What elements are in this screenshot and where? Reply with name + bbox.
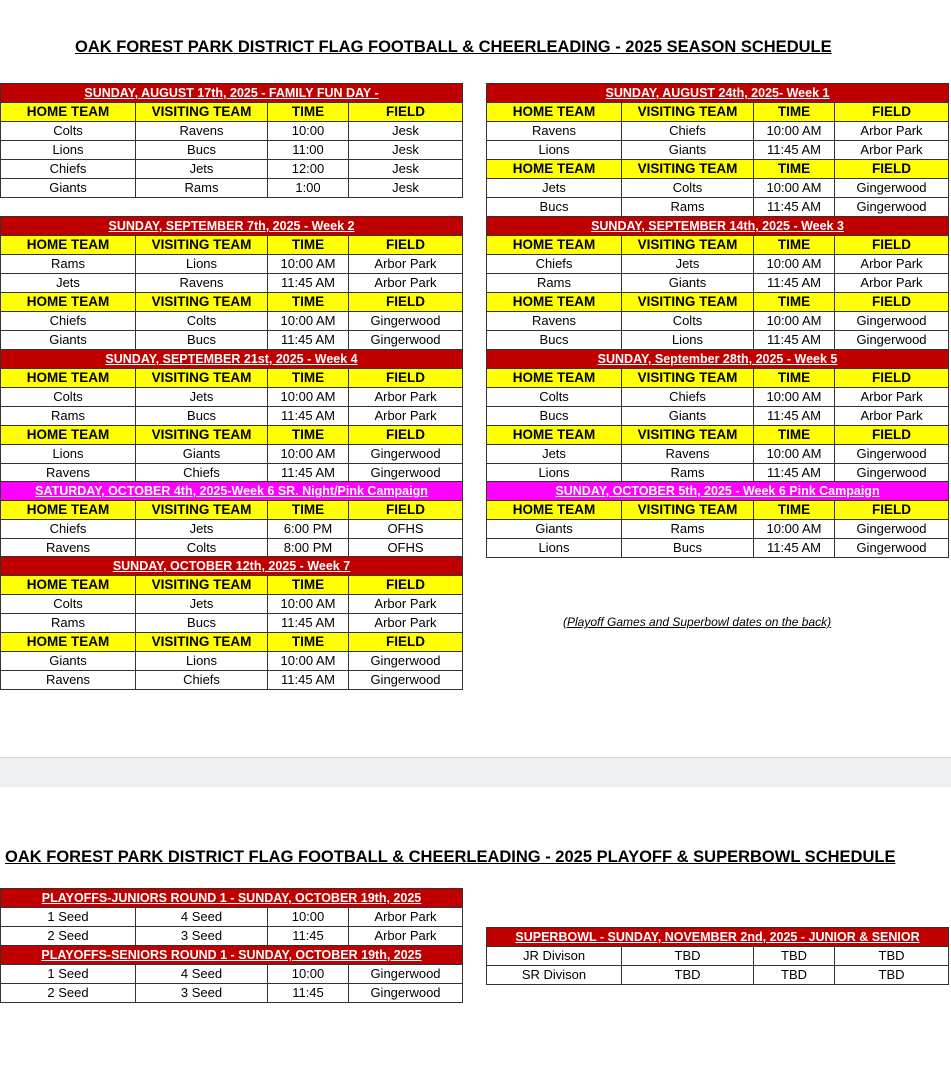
col-home: HOME TEAM [1,501,136,520]
game-row [1,464,463,483]
home-team: Giants [487,520,622,539]
visiting-team: Bucs [136,407,268,426]
game-row [1,141,463,160]
game-field: Gingerwood [835,520,949,539]
game-field: Arbor Park [349,908,463,927]
week-table-sep-21 [0,349,463,483]
game-time: 11:45 AM [268,464,349,483]
superbowl-table [486,927,949,985]
game-row [1,652,463,671]
visiting-team: Jets [136,160,268,179]
col-field: FIELD [349,633,463,652]
game-time: 11:45 AM [268,407,349,426]
game-row [1,671,463,690]
game-row [487,198,949,217]
visiting-team: Bucs [622,539,754,558]
col-field: FIELD [349,236,463,255]
playoffs-table [0,888,463,1003]
visiting-team: Giants [622,407,754,426]
visiting-team: Chiefs [622,388,754,407]
col-visiting: VISITING TEAM [136,103,268,122]
col-home: HOME TEAM [487,293,622,312]
col-field: FIELD [835,160,949,179]
game-time: 10:00 AM [754,255,835,274]
visiting-team: Colts [136,312,268,331]
game-time: 10:00 AM [268,312,349,331]
game-field: Gingerwood [835,464,949,483]
game-row [487,388,949,407]
col-time: TIME [268,501,349,520]
game-time: 11:00 [268,141,349,160]
col-time: TIME [754,426,835,445]
home-team: Giants [1,331,136,350]
game-row [1,908,463,927]
visiting-team: Giants [622,274,754,293]
col-field: FIELD [835,501,949,520]
week-header: SUNDAY, OCTOBER 12th, 2025 - Week 7 [1,557,463,576]
col-home: HOME TEAM [1,293,136,312]
game-field: TBD [835,966,949,985]
home-team: Chiefs [1,312,136,331]
visiting-team: Rams [136,179,268,198]
visiting-team: Chiefs [136,671,268,690]
week-table-sep-7 [0,216,463,350]
col-field: FIELD [349,426,463,445]
superbowl-row [487,947,949,966]
col-visiting: VISITING TEAM [622,501,754,520]
game-time: 10:00 AM [754,388,835,407]
col-field: FIELD [835,293,949,312]
game-time: 12:00 [268,160,349,179]
col-home: HOME TEAM [487,103,622,122]
col-field: FIELD [349,369,463,388]
game-field: Gingerwood [349,984,463,1003]
game-field: Arbor Park [349,255,463,274]
game-time: 10:00 [268,908,349,927]
col-time: TIME [754,236,835,255]
col-home: HOME TEAM [1,426,136,445]
home-team: Giants [1,179,136,198]
game-field: Gingerwood [835,539,949,558]
col-visiting: VISITING TEAM [136,369,268,388]
visiting-team: Ravens [622,445,754,464]
game-field: Arbor Park [349,595,463,614]
home-team: Chiefs [487,255,622,274]
col-home: HOME TEAM [487,369,622,388]
game-row [1,179,463,198]
visiting-seed: 4 Seed [136,965,268,984]
col-field: FIELD [349,103,463,122]
game-row [487,122,949,141]
home-team: Ravens [487,122,622,141]
col-field: FIELD [835,103,949,122]
column-header-row [1,426,463,445]
game-time: 10:00 AM [268,595,349,614]
game-field: Gingerwood [349,965,463,984]
game-time: 11:45 AM [268,331,349,350]
week-table-sep-28 [486,349,949,483]
game-field: Gingerwood [349,312,463,331]
game-time: 10:00 AM [268,445,349,464]
game-row [487,255,949,274]
home-team: Ravens [1,539,136,558]
game-field: Gingerwood [349,652,463,671]
home-seed: 1 Seed [1,965,136,984]
game-row [1,160,463,179]
column-header-row [1,576,463,595]
seniors-header: PLAYOFFS-SENIORS ROUND 1 - SUNDAY, OCTOBER 19th, 2025 [1,946,463,965]
division: SR Divison [487,966,622,985]
home-team: Lions [1,445,136,464]
game-field: Gingerwood [835,331,949,350]
game-field: Arbor Park [349,407,463,426]
playoff-page-title: OAK FOREST PARK DISTRICT FLAG FOOTBALL & CHEERLEADING - 2025 PLAYOFF & SUPERBOWL SCHEDULE [5,848,896,866]
week-table-oct-4 [0,481,463,558]
game-time: 11:45 AM [754,539,835,558]
col-time: TIME [754,293,835,312]
home-team: Chiefs [1,160,136,179]
superbowl-header: SUPERBOWL - SUNDAY, NOVEMBER 2nd, 2025 - JUNIOR & SENIOR [487,928,949,947]
game-field: Arbor Park [349,274,463,293]
game-time: 11:45 AM [268,274,349,293]
col-home: HOME TEAM [1,576,136,595]
home-team: Chiefs [1,520,136,539]
home-team: Ravens [487,312,622,331]
visiting-team: Jets [136,595,268,614]
game-row [487,141,949,160]
game-time: 11:45 AM [754,407,835,426]
week-table-sep-14 [486,216,949,350]
col-home: HOME TEAM [1,633,136,652]
home-team: Rams [1,407,136,426]
home-team: Rams [487,274,622,293]
visiting-team: Lions [136,255,268,274]
visiting-team: Bucs [136,141,268,160]
game-field: Arbor Park [835,255,949,274]
home-team: Bucs [487,198,622,217]
game-field: TBD [835,947,949,966]
col-visiting: VISITING TEAM [136,236,268,255]
week-header: SUNDAY, SEPTEMBER 14th, 2025 - Week 3 [487,217,949,236]
game-time: 10:00 AM [268,388,349,407]
col-time: TIME [268,633,349,652]
column-header-row [487,103,949,122]
col-visiting: VISITING TEAM [622,369,754,388]
col-visiting: VISITING TEAM [622,160,754,179]
col-time: TIME [268,236,349,255]
col-home: HOME TEAM [487,426,622,445]
column-header-row [1,236,463,255]
col-time: TIME [754,369,835,388]
game-time: 10:00 [268,965,349,984]
col-home: HOME TEAM [1,236,136,255]
visiting-team: Giants [136,445,268,464]
game-time: 10:00 AM [754,122,835,141]
column-header-row [1,633,463,652]
superbowl-row [487,966,949,985]
col-field: FIELD [349,293,463,312]
column-header-row [487,160,949,179]
game-time: 11:45 [268,927,349,946]
visiting-team: Lions [622,331,754,350]
matchup: TBD [622,947,754,966]
home-team: Bucs [487,407,622,426]
game-row [487,520,949,539]
game-row [487,407,949,426]
game-time: 10:00 AM [268,255,349,274]
col-time: TIME [754,160,835,179]
home-team: Lions [1,141,136,160]
col-visiting: VISITING TEAM [136,293,268,312]
col-field: FIELD [835,426,949,445]
game-time: 11:45 AM [754,464,835,483]
game-row [1,331,463,350]
home-team: Giants [1,652,136,671]
col-field: FIELD [835,369,949,388]
week-header: SATURDAY, OCTOBER 4th, 2025-Week 6 SR. Night/Pink Campaign [1,482,463,501]
game-row [1,965,463,984]
visiting-seed: 4 Seed [136,908,268,927]
col-field: FIELD [349,501,463,520]
col-visiting: VISITING TEAM [622,426,754,445]
game-row [487,312,949,331]
column-header-row [1,103,463,122]
visiting-team: Jets [622,255,754,274]
column-header-row [1,293,463,312]
game-field: Jesk [349,122,463,141]
game-field: Gingerwood [835,312,949,331]
column-header-row [487,293,949,312]
col-home: HOME TEAM [487,160,622,179]
game-field: Jesk [349,141,463,160]
page-title: OAK FOREST PARK DISTRICT FLAG FOOTBALL & CHEERLEADING - 2025 SEASON SCHEDULE [75,38,832,56]
column-header-row [487,426,949,445]
col-time: TIME [268,426,349,445]
week-header: SUNDAY, SEPTEMBER 21st, 2025 - Week 4 [1,350,463,369]
home-team: Colts [1,122,136,141]
game-time: 11:45 AM [754,141,835,160]
game-field: Arbor Park [835,274,949,293]
visiting-team: Giants [622,141,754,160]
game-field: Arbor Park [835,388,949,407]
visiting-seed: 3 Seed [136,984,268,1003]
game-time: 11:45 AM [754,274,835,293]
home-team: Rams [1,614,136,633]
col-time: TIME [754,501,835,520]
home-team: Jets [487,445,622,464]
col-visiting: VISITING TEAM [136,426,268,445]
home-team: Lions [487,141,622,160]
game-field: Arbor Park [835,141,949,160]
game-row [1,927,463,946]
visiting-team: Colts [622,312,754,331]
visiting-team: Jets [136,388,268,407]
visiting-team: Rams [622,198,754,217]
game-time: 1:00 [268,179,349,198]
col-visiting: VISITING TEAM [622,293,754,312]
home-team: Rams [1,255,136,274]
home-team: Colts [487,388,622,407]
game-time: 10:00 AM [754,312,835,331]
visiting-team: Bucs [136,614,268,633]
column-header-row [487,501,949,520]
game-row [487,445,949,464]
visiting-seed: 3 Seed [136,927,268,946]
game-row [1,407,463,426]
home-seed: 2 Seed [1,927,136,946]
home-team: Bucs [487,331,622,350]
home-team: Lions [487,464,622,483]
game-row [487,179,949,198]
game-row [1,122,463,141]
game-field: Gingerwood [835,445,949,464]
game-field: Arbor Park [349,388,463,407]
week-header: SUNDAY, OCTOBER 5th, 2025 - Week 6 Pink Campaign [487,482,949,501]
game-field: Gingerwood [835,198,949,217]
visiting-team: Ravens [136,274,268,293]
game-field: Arbor Park [349,927,463,946]
game-row [487,464,949,483]
game-time: 11:45 AM [754,198,835,217]
game-row [487,331,949,350]
visiting-team: Chiefs [622,122,754,141]
game-time: 10:00 AM [268,652,349,671]
visiting-team: Bucs [136,331,268,350]
col-visiting: VISITING TEAM [622,103,754,122]
column-header-row [487,369,949,388]
game-row [487,274,949,293]
visiting-team: Lions [136,652,268,671]
week-header: SUNDAY, AUGUST 17th, 2025 - FAMILY FUN DAY - [1,84,463,103]
col-time: TIME [268,103,349,122]
game-time: 11:45 [268,984,349,1003]
home-team: Colts [1,595,136,614]
visiting-team: Rams [622,520,754,539]
column-header-row [487,236,949,255]
col-visiting: VISITING TEAM [622,236,754,255]
home-team: Colts [1,388,136,407]
visiting-team: Colts [136,539,268,558]
game-time: 10:00 AM [754,179,835,198]
home-team: Lions [487,539,622,558]
game-time: 10:00 AM [754,445,835,464]
game-time: 10:00 [268,122,349,141]
game-field: Gingerwood [349,331,463,350]
page-break-line [0,757,951,758]
col-time: TIME [268,576,349,595]
home-seed: 2 Seed [1,984,136,1003]
game-field: Gingerwood [835,179,949,198]
game-row [1,614,463,633]
game-field: Arbor Park [835,122,949,141]
home-seed: 1 Seed [1,908,136,927]
week-table-oct-12 [0,556,463,690]
column-header-row [1,501,463,520]
home-team: Jets [487,179,622,198]
game-field: Arbor Park [349,614,463,633]
visiting-team: Ravens [136,122,268,141]
game-time: 11:45 AM [754,331,835,350]
page-break [0,757,951,787]
visiting-team: Chiefs [136,464,268,483]
col-time: TIME [268,293,349,312]
matchup: TBD [622,966,754,985]
col-home: HOME TEAM [487,236,622,255]
game-row [1,539,463,558]
col-home: HOME TEAM [487,501,622,520]
week-header: SUNDAY, September 28th, 2025 - Week 5 [487,350,949,369]
game-row [1,445,463,464]
visiting-team: Colts [622,179,754,198]
game-row [487,539,949,558]
home-team: Ravens [1,464,136,483]
game-time: 11:45 AM [268,671,349,690]
game-row [1,312,463,331]
game-field: Arbor Park [835,407,949,426]
game-row [1,255,463,274]
game-field: Jesk [349,179,463,198]
col-field: FIELD [349,576,463,595]
visiting-team: Rams [622,464,754,483]
visiting-team: Jets [136,520,268,539]
column-header-row [1,369,463,388]
col-time: TIME [268,369,349,388]
game-field: Gingerwood [349,464,463,483]
game-field: Gingerwood [349,671,463,690]
game-field: OFHS [349,539,463,558]
game-field: Gingerwood [349,445,463,464]
week-table-aug-24 [486,83,949,217]
col-field: FIELD [835,236,949,255]
week-header: SUNDAY, SEPTEMBER 7th, 2025 - Week 2 [1,217,463,236]
game-row [1,388,463,407]
game-field: OFHS [349,520,463,539]
col-time: TIME [754,103,835,122]
col-visiting: VISITING TEAM [136,576,268,595]
week-header: SUNDAY, AUGUST 24th, 2025- Week 1 [487,84,949,103]
game-time: 10:00 AM [754,520,835,539]
game-time: TBD [754,947,835,966]
juniors-header: PLAYOFFS-JUNIORS ROUND 1 - SUNDAY, OCTOBER 19th, 2025 [1,889,463,908]
week-table-oct-5 [486,481,949,558]
game-field: Jesk [349,160,463,179]
game-time: 8:00 PM [268,539,349,558]
home-team: Jets [1,274,136,293]
game-row [1,595,463,614]
game-time: 6:00 PM [268,520,349,539]
game-row [1,274,463,293]
home-team: Ravens [1,671,136,690]
game-row [1,520,463,539]
col-home: HOME TEAM [1,369,136,388]
playoff-note: (Playoff Games and Superbowl dates on the back) [563,615,832,629]
game-time: 11:45 AM [268,614,349,633]
col-visiting: VISITING TEAM [136,633,268,652]
game-time: TBD [754,966,835,985]
col-visiting: VISITING TEAM [136,501,268,520]
game-row [1,984,463,1003]
division: JR Divison [487,947,622,966]
col-home: HOME TEAM [1,103,136,122]
week-table-aug-17 [0,83,463,198]
